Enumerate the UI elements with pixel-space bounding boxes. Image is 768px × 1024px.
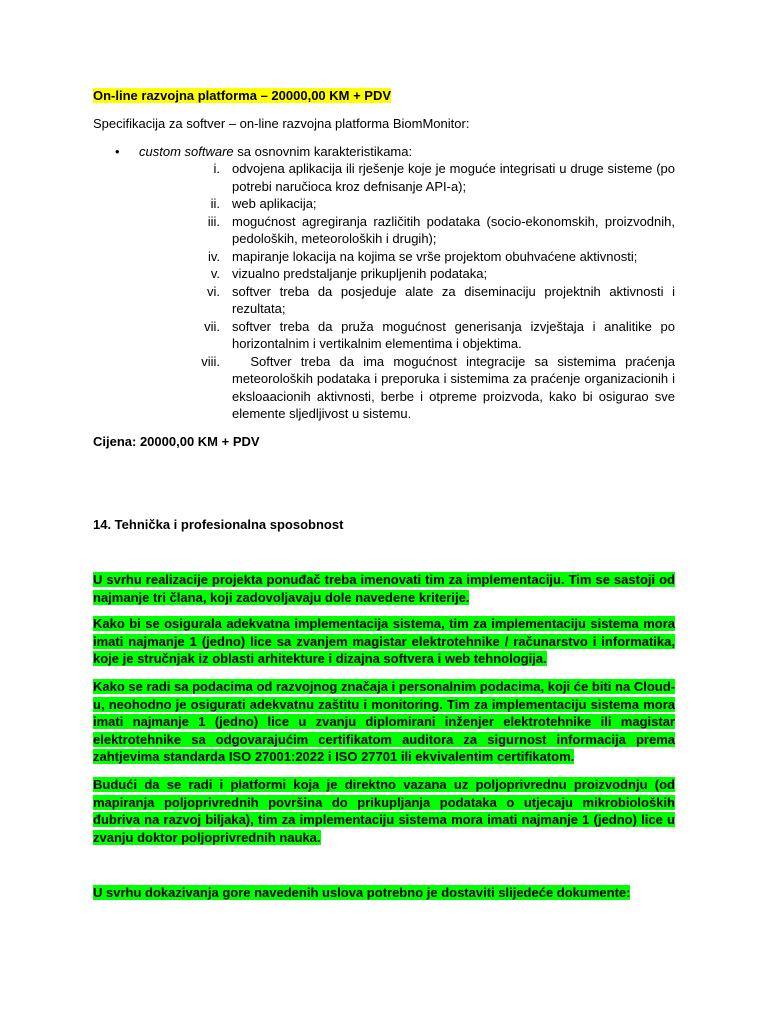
bullet-dot-icon: • xyxy=(115,144,120,159)
paragraph-text: Budući da se radi i platformi koja je direktno vazana uz poljoprivrednu proizvodnju (od mapiranja poljoprivrednih površina do prikupljanja podataka o utjecaju mikrobioloških đubriva na razvoj biljaka), tim za implementaciju sistema mora imati najmanje 1 (jedno) lice u zvanju doktor poljoprivrednih nauka. xyxy=(93,777,675,845)
bullet-italic-text: custom software xyxy=(139,144,234,159)
price-heading-text: On-line razvojna platforma – 20000,00 KM + PDV xyxy=(93,88,392,103)
list-item xyxy=(210,265,675,283)
paragraph-security xyxy=(93,678,675,766)
spec-line: Specifikacija za softver – on-line razvojna platforma BiomMonitor: xyxy=(93,116,470,131)
list-item-number: viii. xyxy=(201,353,220,369)
price-heading xyxy=(93,87,675,105)
list-item xyxy=(207,283,675,318)
bullet-rest-text: sa osnovnim karakteristikama: xyxy=(233,144,413,159)
list-item-number: iv. xyxy=(207,248,220,264)
list-item-text: Softver treba da ima mogućnost integracije sa sistemima praćenja meteoroloških podataka i preporuka i sistemima za praćenje organizacionih i eksloaacionih aktivnosti, berbe i otpreme proizvoda, kako bi osigurao sve elemente sljedljivost u sistemu. xyxy=(232,353,679,421)
paragraph-text: U svrhu realizacije projekta ponuđač treba imenovati tim za implementaciju. Tim se sastoji od najmanje tri člana, koji zadovoljavaju dole navedene kriterije. xyxy=(93,572,675,605)
list-item-number: vii. xyxy=(204,318,220,334)
paragraph-team xyxy=(93,571,675,606)
list-item-number: i. xyxy=(213,161,220,176)
list-item-text: mogućnost agregiranja različitih podataka (socio-ekonomskih, proizvodnih, pedoloških, meteoroloških i drugih); xyxy=(232,213,675,246)
paragraph-text: Kako bi se osigurala adekvatna implementacija sistema, tim za implementaciju sistema mora imati najmanje 1 (jedno) lice sa zvanjem magistar elektrotehnike / računarstvo i informatika, koje je stručnjak iz oblasti arhitekture i dizajna softvera i web tehnologija. xyxy=(93,616,675,666)
list-item xyxy=(207,213,675,248)
section-title: 14. Tehnička i profesionalna sposobnost xyxy=(93,517,344,532)
list-item-text: softver treba da posjeduje alate za diseminaciju projektnih aktivnosti i rezultata; xyxy=(232,283,675,316)
list-item xyxy=(201,353,679,423)
list-item-text: vizualno predstaljanje prikupljenih podataka; xyxy=(232,266,488,281)
list-item-number: ii. xyxy=(210,196,220,211)
list-item-number: v. xyxy=(210,266,220,281)
documents-line xyxy=(93,884,675,902)
list-item-text: web aplikacija; xyxy=(232,196,317,211)
list-item-text: mapiranje lokacija na kojima se vrše projektom obuhvaćene aktivnosti; xyxy=(232,248,638,264)
documents-line-text: U svrhu dokazivanja gore navedenih uslova potrebno je dostaviti slijedeće dokumente: xyxy=(93,885,631,900)
paragraph-architect xyxy=(93,615,675,668)
price-line: Cijena: 20000,00 KM + PDV xyxy=(93,434,260,449)
list-item xyxy=(204,318,675,353)
feature-list xyxy=(201,160,679,423)
list-item-number: vi. xyxy=(207,283,220,299)
list-item-number: iii. xyxy=(207,213,220,229)
bullet-text xyxy=(139,143,412,161)
list-item xyxy=(207,248,675,266)
list-item xyxy=(213,160,675,195)
list-item-text: softver treba da pruža mogućnost generisanja izvještaja i analitike po horizontalnim i vertikalnim elementima i objektima. xyxy=(232,318,675,351)
list-item xyxy=(210,195,675,213)
paragraph-agriculture xyxy=(93,776,675,846)
paragraph-text: Kako se radi sa podacima od razvojnog značaja i personalnim podacima, koji će biti na Cloud-u, neohodno je osigurati adekvatnu zaštitu i monitoring. Tim za implementaciju sistema mora imati najmanje 1 (jedno) lice u zvanju diplomirani inženjer elektrotehnike ili magistar elektrotehnike sa odgovarajućim certifikatom auditora za sigurnost informacija prema zahtjevima standarda ISO 27001:2022 i ISO 27701 ili ekvivalentim certifikatom. xyxy=(93,679,675,764)
list-item-text: odvojena aplikacija ili rješenje koje je moguće integrisati u druge sisteme (po potrebi naručioca kroz defnisanje API-a); xyxy=(232,161,675,194)
